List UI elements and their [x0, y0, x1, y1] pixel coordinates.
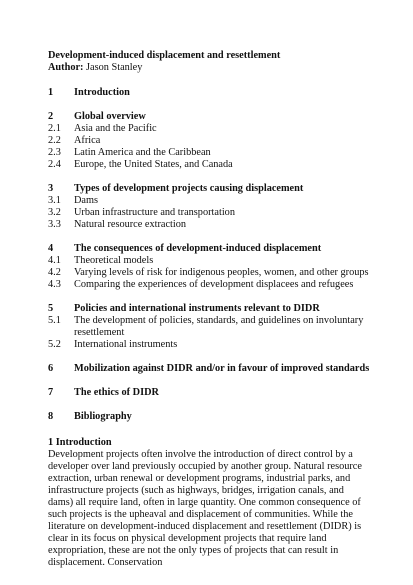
toc-section-6: [48, 363, 378, 375]
toc-subitem: [48, 207, 378, 219]
toc-number: 5.2: [48, 339, 61, 350]
toc-subitem: [48, 123, 378, 135]
toc-section-1: [48, 87, 378, 99]
toc-number: 2.2: [48, 135, 61, 146]
author-label: Author:: [48, 62, 84, 73]
document-title: Development-induced displacement and resettlement: [48, 50, 281, 61]
document-content: [48, 50, 378, 569]
introduction-heading: 1 Introduction: [48, 437, 112, 448]
toc-number: 4.1: [48, 255, 61, 266]
author-name: Jason Stanley: [86, 62, 143, 73]
toc-title: Natural resource extraction: [74, 219, 187, 230]
toc-subitem: [48, 279, 378, 291]
toc-subitem: [48, 315, 378, 339]
toc-number: 3: [48, 183, 54, 194]
toc-section-5: [48, 303, 378, 351]
toc-title: The ethics of DIDR: [74, 387, 159, 398]
toc-title: Comparing the experiences of development displacees and refugees: [74, 279, 354, 290]
toc-subitem: [48, 219, 378, 231]
toc-title: Theoretical models: [74, 255, 154, 266]
toc-title: Africa: [74, 135, 101, 146]
toc-section-3: [48, 183, 378, 231]
toc-title: Types of development projects causing displacement: [74, 183, 304, 194]
toc-heading: [48, 303, 378, 315]
introduction-paragraph: Development projects often involve the introduction of direct control by a developer over land previously occupied by another group. Natural resource extraction, urban renewal or development programs, industrial parks, and infrastructure projects (such as highways, bridges, irrigation canals, and dams) all require land, often in large quantity. One common consequence of such projects is the upheaval and displacement of communities. While the literature on development-induced displacement and resettlement (DIDR) is clear in its focus on physical development projects that require land expropriation, these are not the only types of projects that can result in displacement. Conservation: [48, 449, 362, 568]
toc-section-2: [48, 111, 378, 171]
toc-number: 7: [48, 387, 54, 398]
toc-number: 3.3: [48, 219, 61, 230]
toc-title: Bibliography: [74, 411, 132, 422]
toc-heading: [48, 87, 378, 99]
toc-title: Dams: [74, 195, 99, 206]
toc-number: 2.3: [48, 147, 61, 158]
toc-title: Introduction: [74, 87, 130, 98]
toc-number: 3.2: [48, 207, 61, 218]
toc-title: The development of policies, standards, and guidelines on involuntary resettlement: [74, 315, 364, 338]
toc-title: Asia and the Pacific: [74, 123, 157, 134]
toc-title: International instruments: [74, 339, 178, 350]
toc-number: 2.1: [48, 123, 61, 134]
toc-title: The consequences of development-induced displacement: [74, 243, 322, 254]
toc-subitem: [48, 255, 378, 267]
author-line: [48, 62, 378, 74]
toc-title: Varying levels of risk for indigenous peoples, women, and other groups: [74, 267, 369, 278]
toc-number: 6: [48, 363, 54, 374]
toc-number: 1: [48, 87, 54, 98]
toc-number: 2.4: [48, 159, 61, 170]
toc-subitem: [48, 147, 378, 159]
toc-heading: [48, 387, 378, 399]
toc-title: Policies and international instruments relevant to DIDR: [74, 303, 320, 314]
toc-heading: [48, 243, 378, 255]
toc-title: Latin America and the Caribbean: [74, 147, 211, 158]
toc-subitem: [48, 339, 378, 351]
toc-subitem: [48, 195, 378, 207]
toc-number: 4.2: [48, 267, 61, 278]
table-of-contents: [48, 87, 378, 423]
toc-subitem: [48, 135, 378, 147]
toc-heading: [48, 363, 378, 375]
toc-number: 5.1: [48, 315, 61, 326]
toc-number: 4.3: [48, 279, 61, 290]
toc-number: 8: [48, 411, 54, 422]
toc-number: 5: [48, 303, 54, 314]
toc-title: Urban infrastructure and transportation: [74, 207, 235, 218]
toc-section-4: [48, 243, 378, 291]
toc-number: 3.1: [48, 195, 61, 206]
toc-section-7: [48, 387, 378, 399]
toc-title: Europe, the United States, and Canada: [74, 159, 233, 170]
toc-number: 4: [48, 243, 54, 254]
toc-section-8: [48, 411, 378, 423]
toc-number: 2: [48, 111, 54, 122]
toc-title: Global overview: [74, 111, 146, 122]
toc-heading: [48, 411, 378, 423]
toc-title: Mobilization against DIDR and/or in favour of improved standards: [74, 363, 370, 374]
toc-subitem: [48, 267, 378, 279]
toc-heading: [48, 111, 378, 123]
toc-heading: [48, 183, 378, 195]
toc-subitem: [48, 159, 378, 171]
